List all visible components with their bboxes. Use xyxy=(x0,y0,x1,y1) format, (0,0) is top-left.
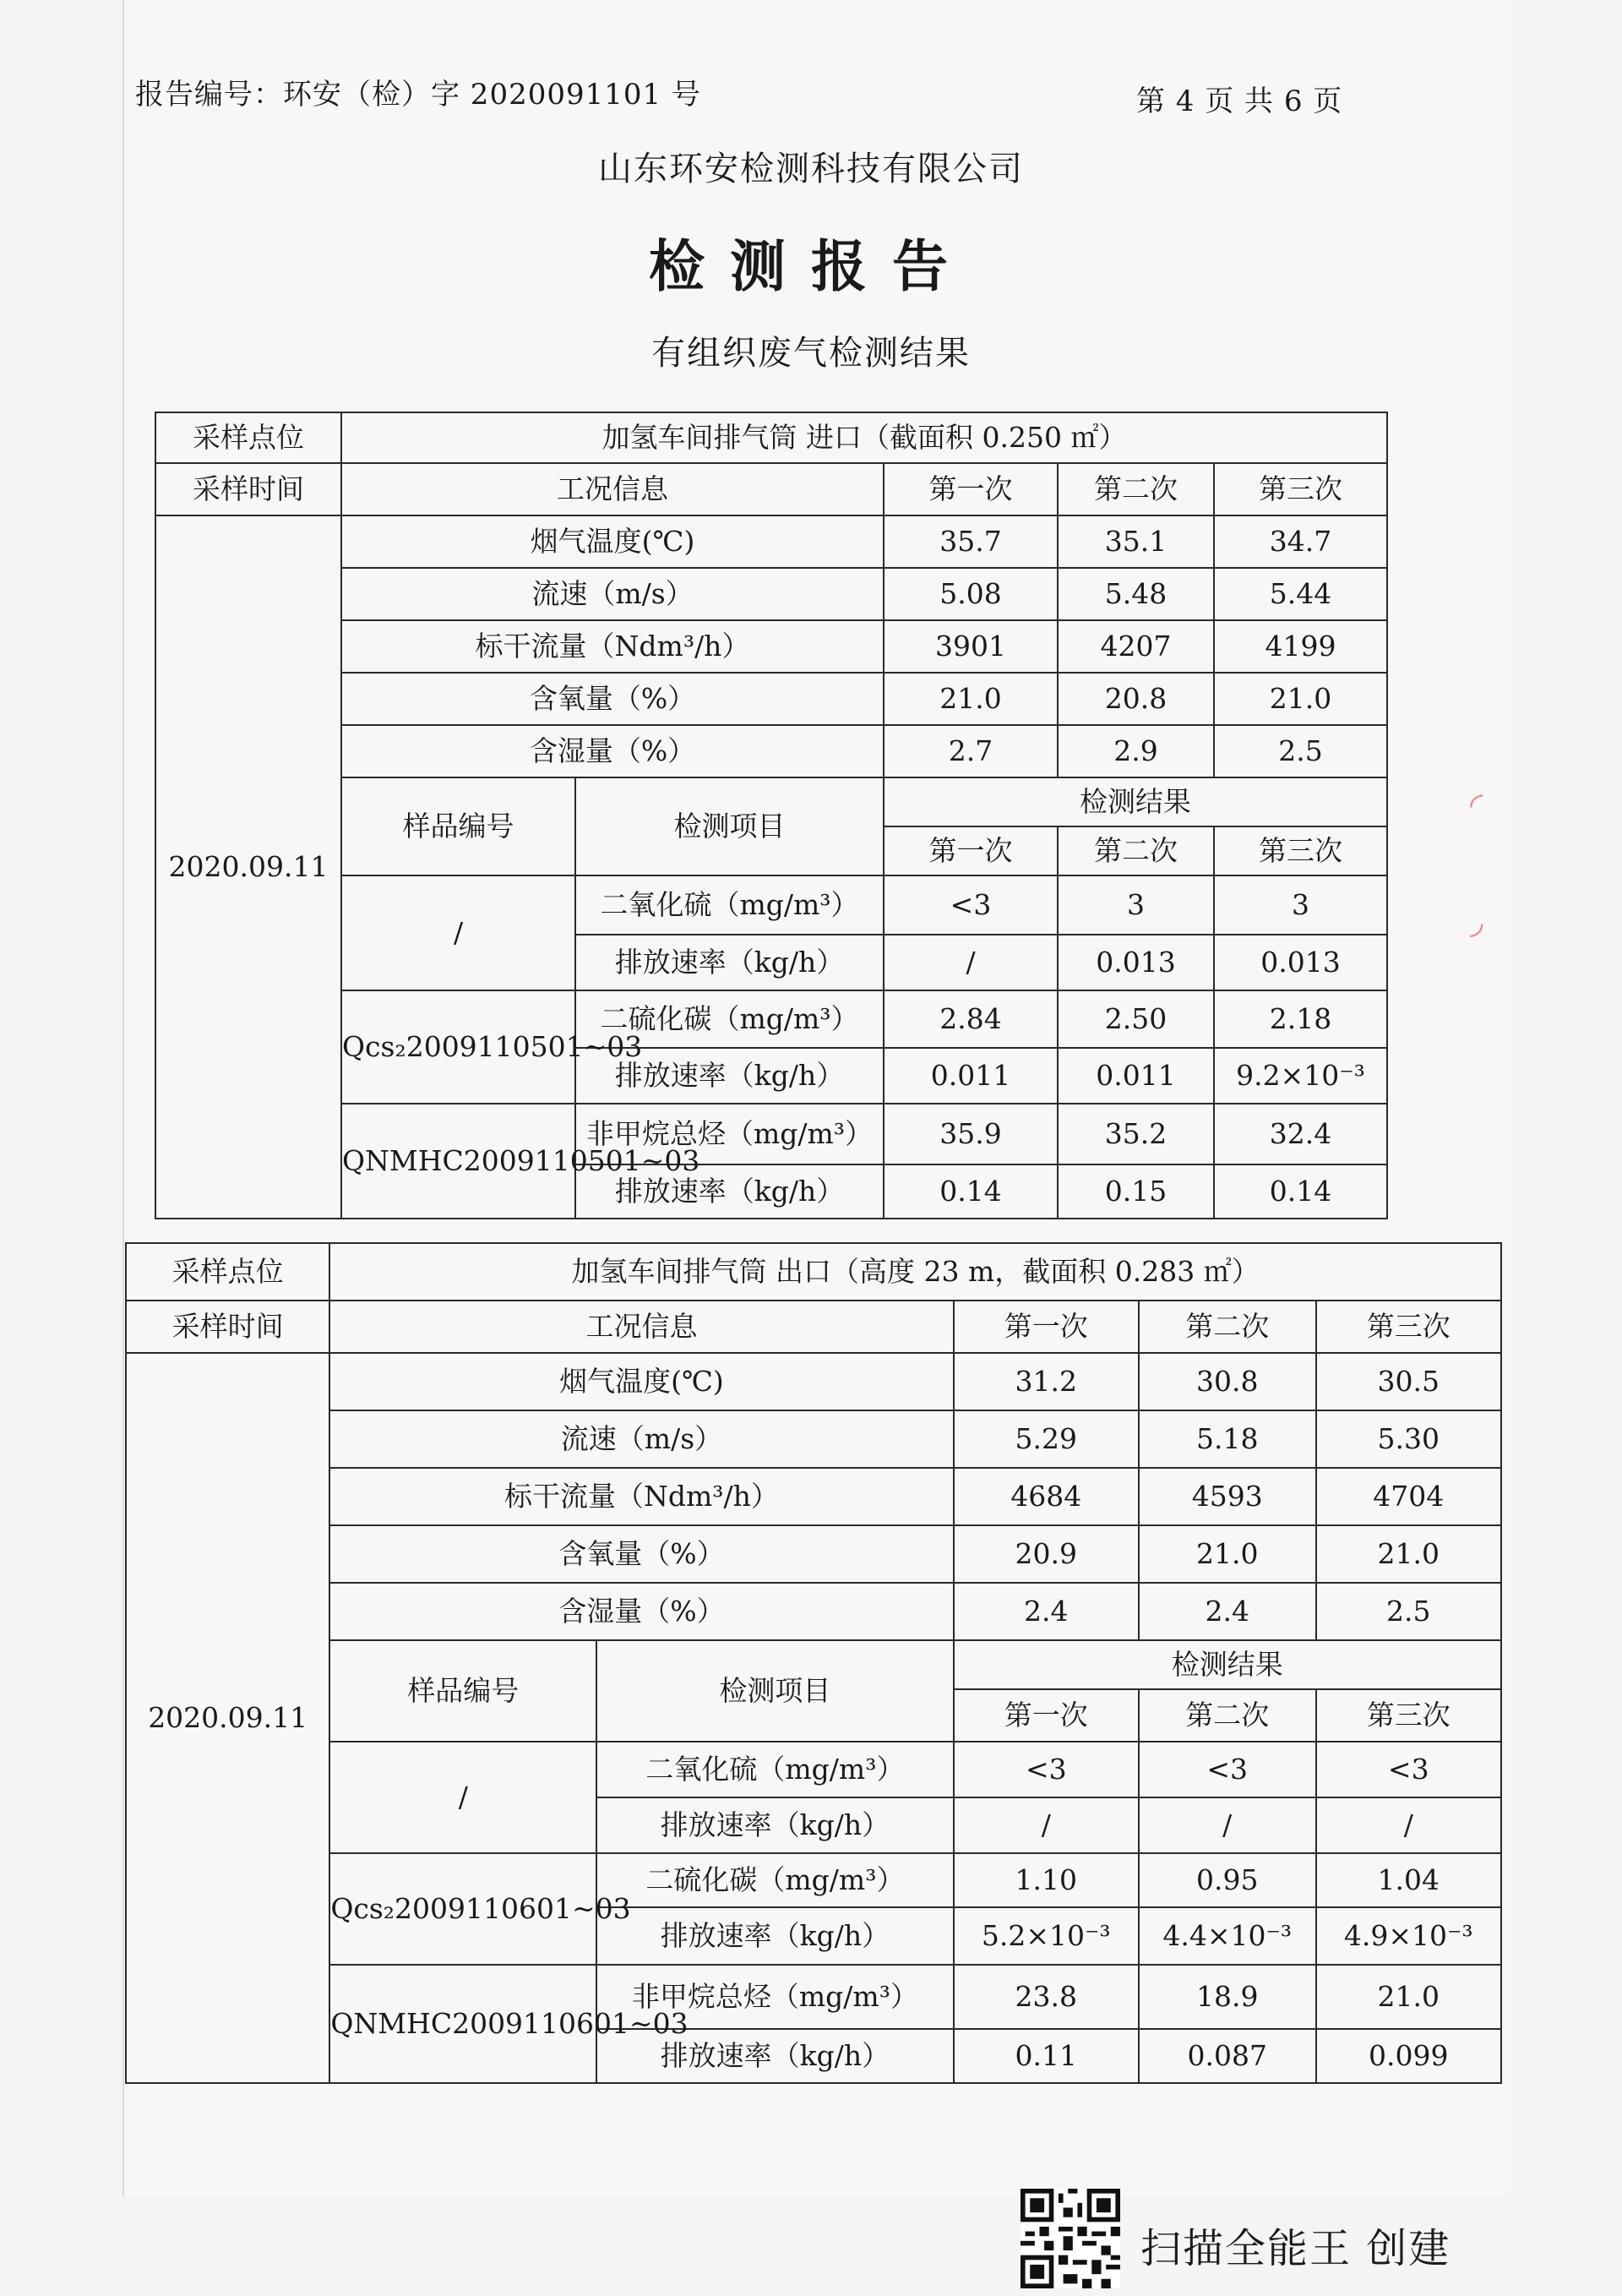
inlet-date: 2020.09.11 xyxy=(155,515,341,1219)
result-value: 9.2×10⁻³ xyxy=(1214,1048,1387,1104)
condition-name: 含湿量（%） xyxy=(329,1583,953,1640)
condition-value: 5.30 xyxy=(1316,1410,1502,1468)
test-item-header: 检测项目 xyxy=(596,1640,953,1742)
condition-value: 2.4 xyxy=(954,1583,1139,1640)
sample-no: Qcs₂2009110501~03 xyxy=(341,990,575,1104)
sampling-point-label: 采样点位 xyxy=(155,412,341,463)
condition-value: 34.7 xyxy=(1214,515,1387,568)
condition-value: 31.2 xyxy=(954,1353,1139,1410)
result-value: <3 xyxy=(1139,1742,1316,1797)
run1-header: 第一次 xyxy=(884,826,1058,875)
report-subtitle: 有组织废气检测结果 xyxy=(651,334,971,373)
sample-no: / xyxy=(341,875,575,990)
run2-header: 第二次 xyxy=(1139,1301,1316,1353)
condition-value: 21.0 xyxy=(884,673,1058,725)
condition-value: 21.0 xyxy=(1214,673,1387,725)
test-item: 排放速率（kg/h） xyxy=(575,935,884,990)
result-value: 18.9 xyxy=(1139,1965,1316,2029)
sampling-time-label: 采样时间 xyxy=(155,463,341,515)
run2-header: 第二次 xyxy=(1058,463,1214,515)
condition-value: 3901 xyxy=(884,620,1058,673)
result-value: 2.18 xyxy=(1214,990,1387,1048)
condition-name: 流速（m/s） xyxy=(329,1410,953,1468)
test-item: 二硫化碳（mg/m³） xyxy=(596,1853,953,1907)
result-value: 21.0 xyxy=(1316,1965,1502,2029)
test-results-header: 检测结果 xyxy=(954,1640,1501,1689)
result-value: / xyxy=(884,935,1058,990)
condition-value: 21.0 xyxy=(1316,1525,1502,1583)
result-value: 0.15 xyxy=(1058,1164,1214,1219)
run3-header: 第三次 xyxy=(1214,826,1387,875)
condition-value: 4207 xyxy=(1058,620,1214,673)
inlet-table xyxy=(155,412,1388,1219)
condition-value: 20.8 xyxy=(1058,673,1214,725)
result-value: 3 xyxy=(1058,875,1214,935)
run1-header: 第一次 xyxy=(884,463,1058,515)
condition-value: 20.9 xyxy=(954,1525,1139,1583)
result-value: / xyxy=(954,1797,1139,1853)
condition-value: 4704 xyxy=(1316,1468,1502,1525)
report-number: 报告编号：环安（检）字 2020091101 号 xyxy=(135,78,701,112)
condition-value: 2.7 xyxy=(884,725,1058,777)
result-value: 0.013 xyxy=(1058,935,1214,990)
sampling-time-label: 采样时间 xyxy=(126,1301,329,1353)
condition-value: 35.1 xyxy=(1058,515,1214,568)
test-item: 非甲烷总烃（mg/m³） xyxy=(596,1965,953,2029)
result-value: / xyxy=(1316,1797,1502,1853)
inlet-location: 加氢车间排气筒 进口（截面积 0.250 ㎡） xyxy=(341,412,1387,463)
condition-name: 标干流量（Ndm³/h） xyxy=(329,1468,953,1525)
result-value: 2.84 xyxy=(884,990,1058,1048)
test-item: 二氧化硫（mg/m³） xyxy=(596,1742,953,1797)
outlet-date: 2020.09.11 xyxy=(126,1353,329,2083)
report-title: 检测报告 xyxy=(649,234,973,299)
condition-value: 5.29 xyxy=(954,1410,1139,1468)
condition-value: 35.7 xyxy=(884,515,1058,568)
test-item: 排放速率（kg/h） xyxy=(596,2029,953,2083)
result-value: <3 xyxy=(884,875,1058,935)
result-value: 0.11 xyxy=(954,2029,1139,2083)
run3-header: 第三次 xyxy=(1214,463,1387,515)
test-item-header: 检测项目 xyxy=(575,777,884,875)
condition-value: 30.8 xyxy=(1139,1353,1316,1410)
sample-no: QNMHC2009110601~03 xyxy=(329,1965,596,2083)
result-value: <3 xyxy=(1316,1742,1502,1797)
condition-value: 5.44 xyxy=(1214,568,1387,620)
condition-name: 含氧量（%） xyxy=(341,673,884,725)
condition-value: 21.0 xyxy=(1139,1525,1316,1583)
test-item: 非甲烷总烃（mg/m³） xyxy=(575,1104,884,1164)
result-value: 32.4 xyxy=(1214,1104,1387,1164)
result-value: 0.099 xyxy=(1316,2029,1502,2083)
sample-no: / xyxy=(329,1742,596,1853)
test-item: 二氧化硫（mg/m³） xyxy=(575,875,884,935)
result-value: 35.2 xyxy=(1058,1104,1214,1164)
result-value: 4.9×10⁻³ xyxy=(1316,1907,1502,1965)
scanner-watermark: 扫描全能王 创建 xyxy=(1140,2225,1451,2272)
test-item: 排放速率（kg/h） xyxy=(596,1907,953,1965)
run2-header: 第二次 xyxy=(1139,1689,1316,1742)
result-value: 0.14 xyxy=(884,1164,1058,1219)
run1-header: 第一次 xyxy=(954,1689,1139,1742)
result-value: 0.087 xyxy=(1139,2029,1316,2083)
condition-name: 流速（m/s） xyxy=(341,568,884,620)
run1-header: 第一次 xyxy=(954,1301,1139,1353)
sample-no: QNMHC2009110501~03 xyxy=(341,1104,575,1219)
test-results-header: 检测结果 xyxy=(884,777,1387,826)
condition-value: 4593 xyxy=(1139,1468,1316,1525)
result-value: 0.013 xyxy=(1214,935,1387,990)
result-value: 1.04 xyxy=(1316,1853,1502,1907)
result-value: / xyxy=(1139,1797,1316,1853)
result-value: <3 xyxy=(954,1742,1139,1797)
result-value: 1.10 xyxy=(954,1853,1139,1907)
condition-value: 30.5 xyxy=(1316,1353,1502,1410)
result-value: 2.50 xyxy=(1058,990,1214,1048)
condition-name: 含湿量（%） xyxy=(341,725,884,777)
result-value: 23.8 xyxy=(954,1965,1139,2029)
test-item: 排放速率（kg/h） xyxy=(575,1048,884,1104)
result-value: 4.4×10⁻³ xyxy=(1139,1907,1316,1965)
result-value: 5.2×10⁻³ xyxy=(954,1907,1139,1965)
test-item: 排放速率（kg/h） xyxy=(575,1164,884,1219)
sampling-point-label: 采样点位 xyxy=(126,1243,329,1301)
conditions-header: 工况信息 xyxy=(329,1301,953,1353)
result-value: 3 xyxy=(1214,875,1387,935)
condition-name: 烟气温度(℃) xyxy=(341,515,884,568)
condition-value: 4199 xyxy=(1214,620,1387,673)
condition-value: 5.18 xyxy=(1139,1410,1316,1468)
condition-name: 含氧量（%） xyxy=(329,1525,953,1583)
run3-header: 第三次 xyxy=(1316,1689,1502,1742)
result-value: 0.14 xyxy=(1214,1164,1387,1219)
outlet-location: 加氢车间排气筒 出口（高度 23 m，截面积 0.283 ㎡） xyxy=(329,1243,1501,1301)
conditions-header: 工况信息 xyxy=(341,463,884,515)
result-value: 0.95 xyxy=(1139,1853,1316,1907)
condition-value: 2.5 xyxy=(1214,725,1387,777)
result-value: 35.9 xyxy=(884,1104,1058,1164)
test-item: 排放速率（kg/h） xyxy=(596,1797,953,1853)
result-value: 0.011 xyxy=(1058,1048,1214,1104)
result-value: 0.011 xyxy=(884,1048,1058,1104)
sample-no-header: 样品编号 xyxy=(341,777,575,875)
outlet-table xyxy=(125,1242,1502,2084)
run3-header: 第三次 xyxy=(1316,1301,1502,1353)
condition-value: 4684 xyxy=(954,1468,1139,1525)
company-name: 山东环安检测科技有限公司 xyxy=(598,150,1024,188)
test-item: 二硫化碳（mg/m³） xyxy=(575,990,884,1048)
condition-value: 2.5 xyxy=(1316,1583,1502,1640)
run2-header: 第二次 xyxy=(1058,826,1214,875)
qr-code-icon xyxy=(1021,2189,1120,2288)
sample-no-header: 样品编号 xyxy=(329,1640,596,1742)
condition-value: 5.08 xyxy=(884,568,1058,620)
seal-stamp-fragment: ◜ ◞ xyxy=(1470,786,1483,941)
condition-value: 2.9 xyxy=(1058,725,1214,777)
page-info: 第 4 页 共 6 页 xyxy=(1136,85,1343,118)
condition-name: 烟气温度(℃) xyxy=(329,1353,953,1410)
condition-name: 标干流量（Ndm³/h） xyxy=(341,620,884,673)
sample-no: Qcs₂2009110601~03 xyxy=(329,1853,596,1965)
condition-value: 5.48 xyxy=(1058,568,1214,620)
condition-value: 2.4 xyxy=(1139,1583,1316,1640)
